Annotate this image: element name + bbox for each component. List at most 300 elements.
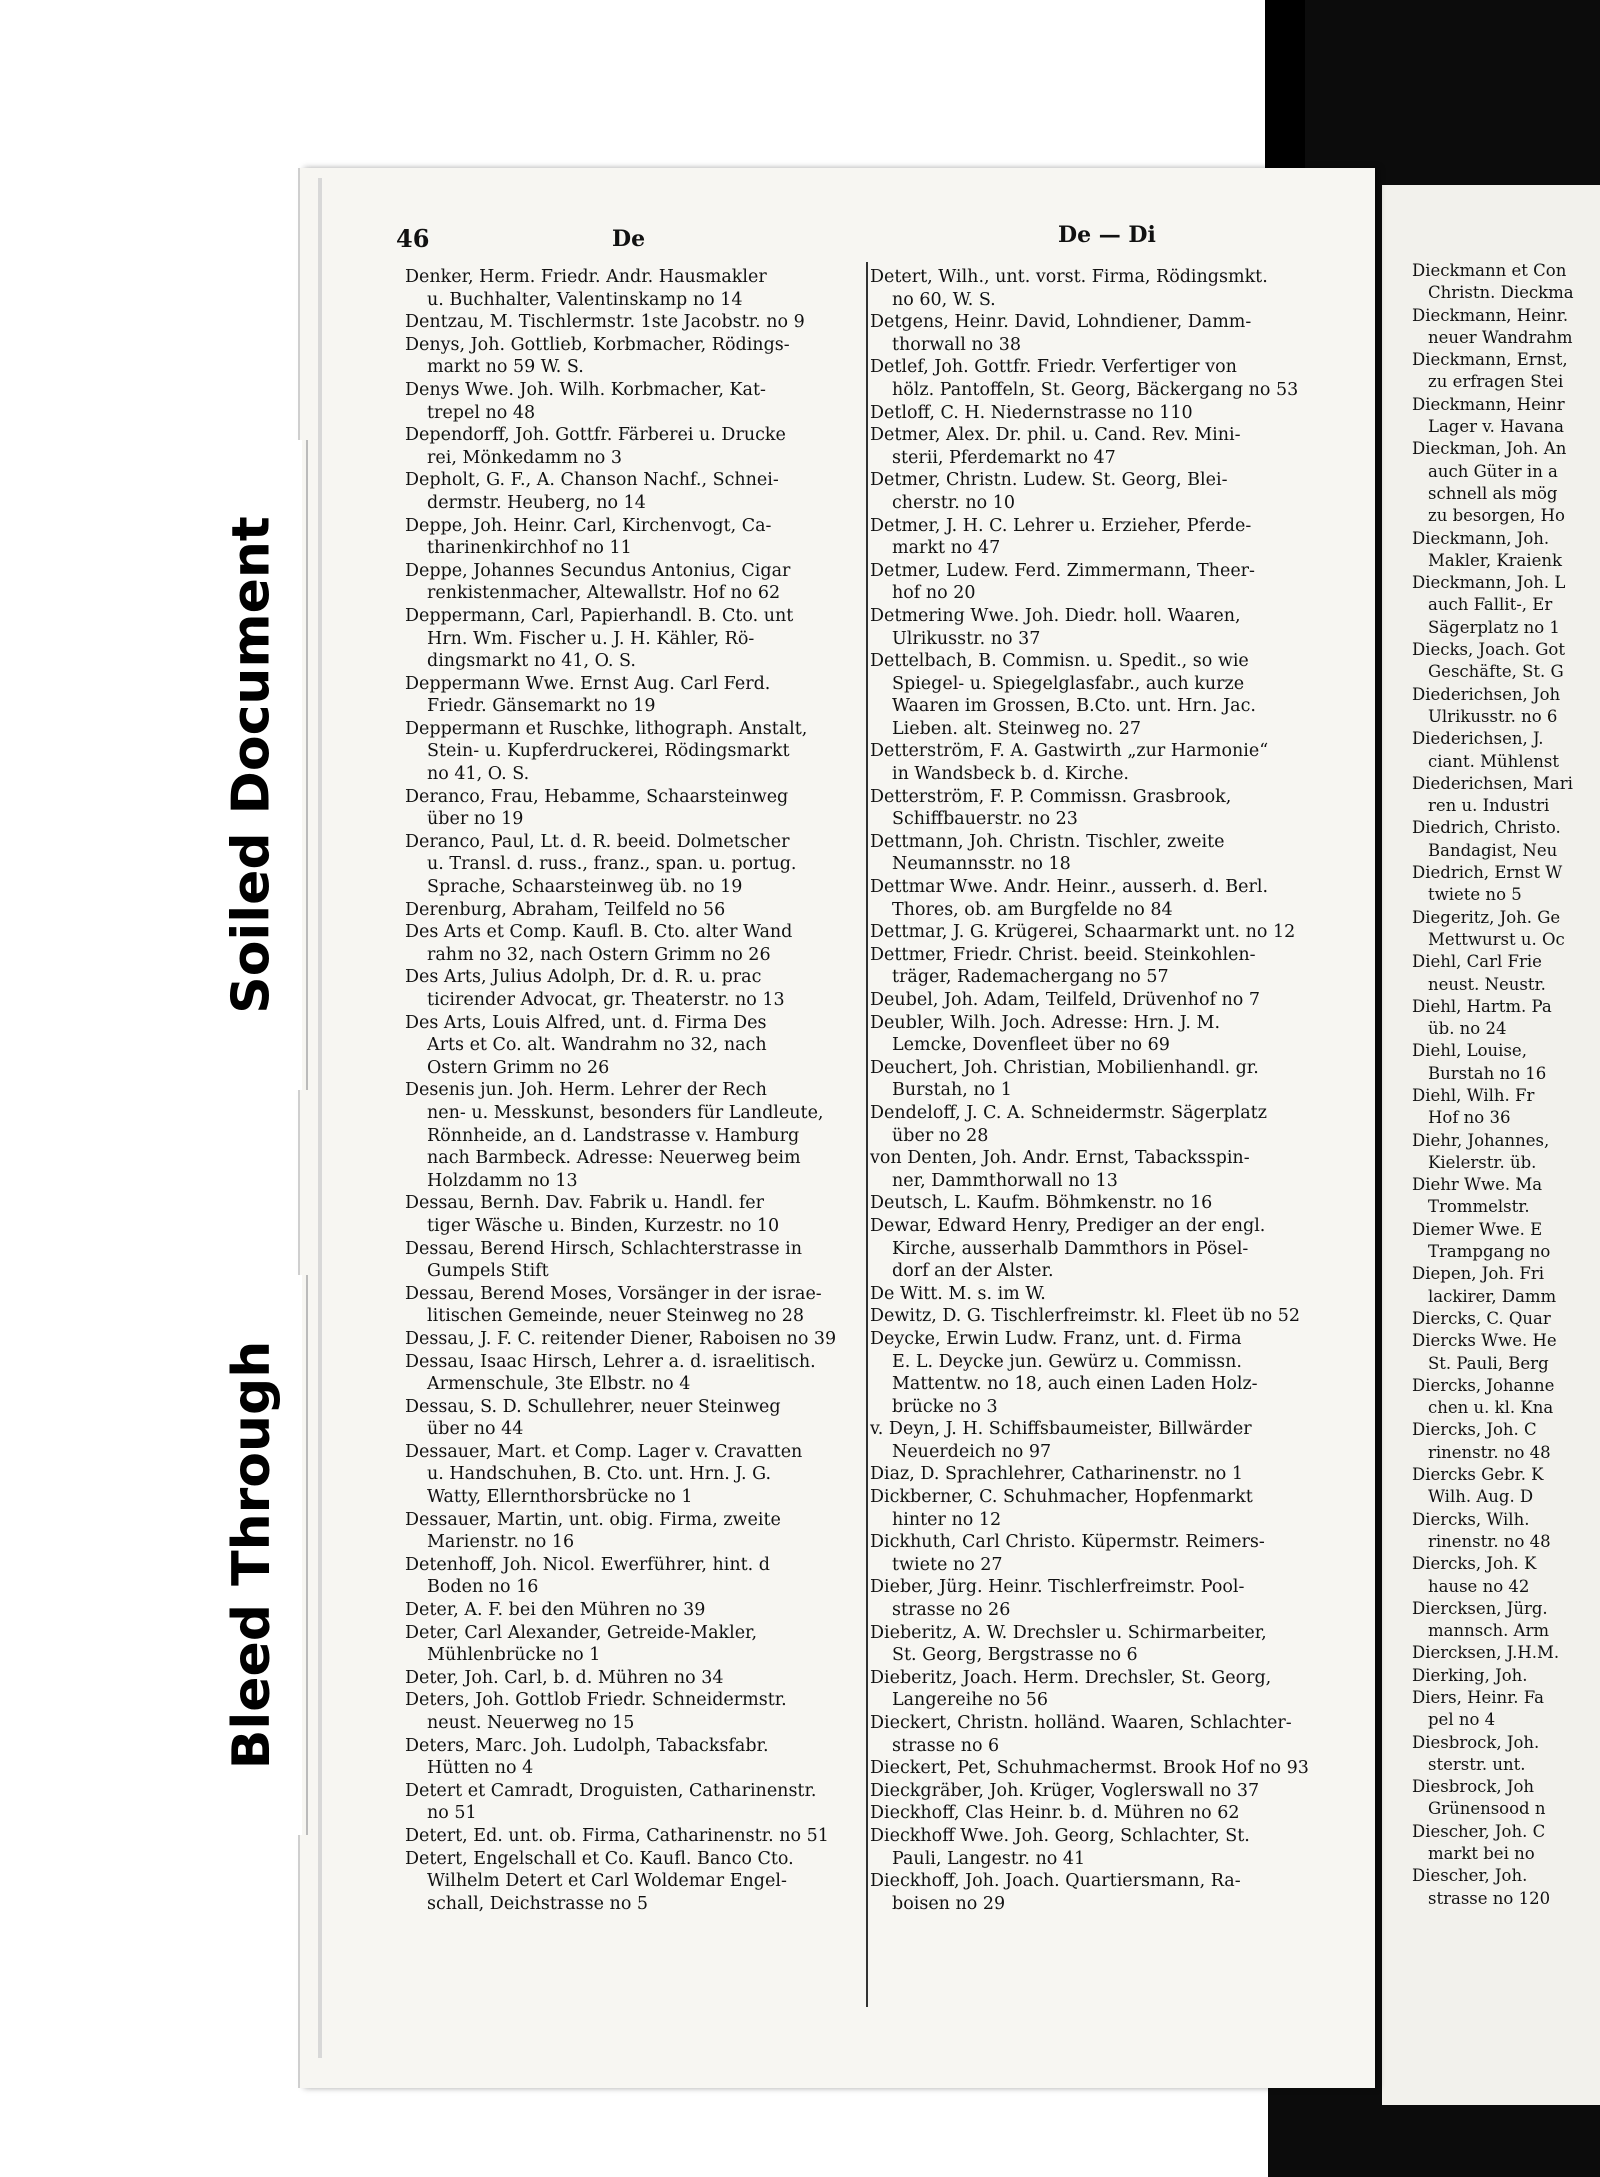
directory-entry <box>405 718 865 786</box>
entry-name-line: Deycke, Erwin Ludw. Franz, unt. d. Firma <box>870 1328 1242 1349</box>
facing-page-line: ciant. Mühlenst <box>1428 751 1560 771</box>
directory-entry <box>870 1870 1350 1915</box>
facing-page-line: Diercks, Joh. C <box>1412 1420 1537 1440</box>
entry-continuation-line: ner, Dammthorwall no 13 <box>892 1170 1118 1191</box>
facing-page-line: lackirer, Damm <box>1428 1286 1557 1306</box>
entry-continuation-line: Hütten no 4 <box>427 1758 534 1779</box>
facing-page-line: rinenstr. no 48 <box>1428 1442 1551 1462</box>
facing-page-line: Diehl, Wilh. Fr <box>1412 1085 1535 1105</box>
entry-continuation-line: Rönnheide, an d. Landstrasse v. Hamburg <box>427 1125 800 1146</box>
directory-entry <box>870 1802 1350 1825</box>
entry-name-line: Detloff, C. H. Niedernstrasse no 110 <box>870 402 1193 423</box>
entry-continuation-line: ticirender Advocat, gr. Theaterstr. no 13 <box>427 990 785 1010</box>
entry-continuation-line: Holzdamm no 13 <box>427 1170 578 1191</box>
entry-name-line: Dieber, Jürg. Heinr. Tischlerfreimstr. Pool- <box>870 1577 1245 1598</box>
entry-continuation-line: rahm no 32, nach Ostern Grimm no 26 <box>427 944 771 965</box>
entry-name-line: Dessauer, Mart. et Comp. Lager v. Cravatten <box>405 1441 803 1462</box>
entry-continuation-line: strasse no 26 <box>892 1600 1011 1621</box>
directory-entry <box>405 966 865 1011</box>
facing-page-line: Mettwurst u. Oc <box>1428 929 1565 949</box>
entry-name-line: Deubler, Wilh. Joch. Adresse: Hrn. J. M. <box>870 1012 1221 1033</box>
facing-page-line: Kielerstr. üb. <box>1428 1152 1537 1172</box>
facing-page-line: Diers, Heinr. Fa <box>1412 1688 1544 1707</box>
directory-entry <box>870 989 1350 1012</box>
entry-name-line: Dessau, Bernh. Dav. Fabrik u. Handl. fer <box>405 1193 765 1214</box>
directory-entry <box>870 786 1350 831</box>
facing-page-line: auch Fallit-, Er <box>1428 595 1553 615</box>
running-header-right: De — Di <box>1058 222 1156 248</box>
facing-page-line: Diesbrock, Joh <box>1412 1777 1535 1797</box>
entry-name-line: Detgens, Heinr. David, Lohndiener, Damm- <box>870 312 1252 333</box>
entry-continuation-line: Burstah, no 1 <box>892 1080 1012 1101</box>
entry-continuation-line: u. Buchhalter, Valentinskamp no 14 <box>427 289 743 310</box>
directory-entry <box>870 1825 1350 1870</box>
entry-continuation-line: Neuerdeich no 97 <box>892 1441 1052 1462</box>
entry-name-line: Dettmar, J. G. Krügerei, Schaarmarkt unt. no 12 <box>870 922 1296 943</box>
directory-column-right <box>870 266 1350 1915</box>
entry-continuation-line: nach Barmbeck. Adresse: Neuerweg beim <box>427 1148 801 1169</box>
entry-continuation-line: u. Handschuhen, B. Cto. unt. Hrn. J. G. <box>427 1464 772 1485</box>
scanner-top-shadow <box>1265 0 1305 170</box>
entry-continuation-line: Gumpels Stift <box>427 1261 549 1282</box>
directory-entry <box>870 1305 1350 1328</box>
directory-entry <box>405 1012 865 1080</box>
entry-continuation-line: Watty, Ellernthorsbrücke no 1 <box>427 1487 693 1508</box>
directory-entry <box>405 1848 865 1916</box>
entry-name-line: Detert, Ed. unt. ob. Firma, Catharinenstr. no 51 <box>405 1825 829 1846</box>
entry-continuation-line: litischen Gemeinde, neuer Steinweg no 28 <box>427 1306 805 1327</box>
entry-name-line: Detenhoff, Joh. Nicol. Ewerführer, hint. d <box>405 1554 770 1575</box>
facing-page-line: ren u. Industri <box>1428 796 1550 816</box>
entry-name-line: Dieckhoff, Joh. Joach. Quartiersmann, Ra- <box>870 1871 1241 1892</box>
facing-page-line: Diercksen, Jürg. <box>1412 1598 1548 1618</box>
entry-name-line: Deters, Marc. Joh. Ludolph, Tabacksfabr. <box>405 1735 769 1756</box>
entry-continuation-line: hinter no 12 <box>892 1509 1002 1530</box>
facing-page-line: auch Güter in a <box>1428 461 1558 481</box>
facing-page-line: Diercks Wwe. He <box>1412 1331 1557 1351</box>
facing-page-line: neuer Wandrahm <box>1428 327 1573 347</box>
entry-continuation-line: renkistenmacher, Altewallstr. Hof no 62 <box>427 583 781 604</box>
entry-continuation-line: markt no 59 W. S. <box>427 357 584 378</box>
directory-entry <box>870 1463 1350 1486</box>
entry-name-line: Deter, Joh. Carl, b. d. Mühren no 34 <box>405 1667 724 1688</box>
facing-page-line: rinenstr. no 48 <box>1428 1531 1551 1551</box>
entry-continuation-line: rei, Mönkedamm no 3 <box>427 447 623 468</box>
entry-continuation-line: Wilhelm Detert et Carl Woldemar Engel- <box>427 1871 787 1892</box>
facing-page-line: Diepen, Joh. Fri <box>1412 1264 1544 1284</box>
entry-name-line: von Denten, Joh. Andr. Ernst, Tabacksspin- <box>870 1148 1250 1169</box>
directory-entry <box>405 1599 865 1622</box>
directory-entry <box>870 266 1350 311</box>
directory-entry <box>870 402 1350 425</box>
entry-continuation-line: Waaren im Grossen, B.Cto. unt. Hrn. Jac. <box>892 696 1256 717</box>
directory-entry <box>405 831 865 899</box>
directory-entry <box>870 1667 1350 1712</box>
facing-page-line: Diercks, Johanne <box>1412 1375 1555 1395</box>
directory-entry <box>870 469 1350 514</box>
facing-page-line: Lager v. Havana <box>1428 417 1564 437</box>
entry-continuation-line: no 60, W. S. <box>892 289 996 310</box>
entry-continuation-line: brücke no 3 <box>892 1396 998 1417</box>
facing-page-line: zu besorgen, Ho <box>1428 506 1565 526</box>
entry-continuation-line: E. L. Deycke jun. Gewürz u. Commissn. <box>892 1351 1242 1372</box>
entry-continuation-line: trepel no 48 <box>427 402 536 423</box>
directory-entry <box>405 1238 865 1283</box>
facing-page-line: üb. no 24 <box>1428 1019 1507 1039</box>
facing-page-line: Dieckmann, Ernst, <box>1412 350 1568 370</box>
entry-name-line: Deubel, Joh. Adam, Teilfeld, Drüvenhof no 7 <box>870 990 1261 1010</box>
facing-page-line: Dieckmann, Joh. L <box>1412 573 1566 593</box>
entry-name-line: Dieckgräber, Joh. Krüger, Voglerswall no 37 <box>870 1780 1260 1801</box>
facing-page-line: strasse no 120 <box>1428 1888 1551 1908</box>
directory-entry <box>870 1192 1350 1215</box>
directory-entry <box>870 1780 1350 1803</box>
entry-name-line: Dendeloff, J. C. A. Schneidermstr. Sägerplatz <box>870 1102 1267 1123</box>
entry-continuation-line: nen- u. Messkunst, besonders für Landleute, <box>427 1102 824 1123</box>
facing-page-line: Geschäfte, St. G <box>1428 662 1564 682</box>
entry-continuation-line: sterii, Pferdemarkt no 47 <box>892 447 1116 468</box>
entry-continuation-line: Ostern Grimm no 26 <box>427 1057 610 1078</box>
entry-name-line: Des Arts, Louis Alfred, unt. d. Firma Des <box>405 1012 767 1033</box>
entry-continuation-line: Boden no 16 <box>427 1577 539 1598</box>
directory-entry <box>870 1057 1350 1102</box>
column-divider <box>866 262 868 2007</box>
directory-entry <box>870 605 1350 650</box>
entry-name-line: Dettmar Wwe. Andr. Heinr., ausserh. d. Berl. <box>870 877 1269 898</box>
facing-page-line: Diederichsen, Mari <box>1412 773 1573 793</box>
directory-entry <box>405 379 865 424</box>
entry-continuation-line: Mühlenbrücke no 1 <box>427 1645 601 1666</box>
directory-entry <box>870 650 1350 740</box>
entry-continuation-line: Sprache, Schaarsteinweg üb. no 19 <box>427 877 743 898</box>
facing-page-line: Wilh. Aug. D <box>1428 1487 1534 1507</box>
entry-name-line: Deppermann Wwe. Ernst Aug. Carl Ferd. <box>405 673 771 694</box>
entry-continuation-line: Arts et Co. alt. Wandrahm no 32, nach <box>427 1035 767 1056</box>
directory-entry <box>405 1283 865 1328</box>
facing-page-line: Dieckmann, Heinr. <box>1412 305 1569 325</box>
directory-entry <box>870 1418 1350 1463</box>
facing-page-line: Diedrich, Ernst W <box>1412 863 1563 883</box>
entry-name-line: Deter, Carl Alexander, Getreide-Makler, <box>405 1622 758 1643</box>
facing-page-line: St. Pauli, Berg <box>1428 1353 1549 1373</box>
facing-page-line: markt bei no <box>1428 1844 1535 1864</box>
entry-name-line: Dentzau, M. Tischlermstr. 1ste Jacobstr. no 9 <box>405 312 805 333</box>
facing-page-line: Dierking, Joh. <box>1412 1665 1528 1685</box>
facing-page-line: Diehl, Carl Frie <box>1412 952 1542 972</box>
directory-entry <box>405 334 865 379</box>
facing-page-line: Dieckman, Joh. An <box>1412 439 1567 459</box>
directory-entry <box>405 1825 865 1848</box>
facing-page-line: Diercks Gebr. K <box>1412 1465 1544 1485</box>
entry-name-line: Denker, Herm. Friedr. Andr. Hausmakler <box>405 267 767 287</box>
facing-page-line: hause no 42 <box>1428 1576 1530 1596</box>
directory-entry <box>405 469 865 514</box>
page-number: 46 <box>396 224 430 253</box>
entry-continuation-line: Marienstr. no 16 <box>427 1532 575 1553</box>
entry-continuation-line: no 41, O. S. <box>427 764 530 785</box>
entry-continuation-line: Pauli, Langestr. no 41 <box>892 1848 1086 1869</box>
entry-name-line: Dettmann, Joh. Christn. Tischler, zweite <box>870 831 1225 852</box>
facing-page-column <box>1412 260 1600 1910</box>
entry-name-line: Detert, Wilh., unt. vorst. Firma, Rödingsmkt. <box>870 267 1268 287</box>
entry-name-line: Dependorff, Joh. Gottfr. Färberei u. Drucke <box>405 425 786 446</box>
entry-name-line: Deranco, Frau, Hebamme, Schaarsteinweg <box>405 786 789 807</box>
directory-entry <box>405 1554 865 1599</box>
facing-page-line: sterstr. unt. <box>1428 1754 1526 1774</box>
facing-page-line: Diehr, Johannes, <box>1412 1130 1550 1150</box>
facing-page-line: Bandagist, Neu <box>1428 840 1558 860</box>
directory-entry <box>870 921 1350 944</box>
facing-page-line: Trommelstr. <box>1428 1197 1530 1217</box>
directory-entry <box>870 1622 1350 1667</box>
entry-name-line: Deppe, Joh. Heinr. Carl, Kirchenvogt, Ca- <box>405 515 772 536</box>
entry-name-line: Detert, Engelschall et Co. Kaufl. Banco Cto. <box>405 1848 794 1869</box>
running-header-left: De <box>612 226 646 252</box>
directory-entry <box>405 786 865 831</box>
directory-entry <box>870 1757 1350 1780</box>
entry-name-line: Dieckert, Christn. holländ. Waaren, Schlachter- <box>870 1713 1292 1733</box>
directory-entry <box>405 1667 865 1690</box>
entry-continuation-line: Hrn. Wm. Fischer u. J. H. Kähler, Rö- <box>427 628 755 649</box>
facing-page-line: Diescher, Joh. C <box>1412 1821 1546 1841</box>
directory-entry <box>405 424 865 469</box>
entry-name-line: Dewitz, D. G. Tischlerfreimstr. kl. Fleet üb no 52 <box>870 1306 1301 1327</box>
entry-name-line: v. Deyn, J. H. Schiffsbaumeister, Billwärder <box>870 1419 1252 1440</box>
entry-continuation-line: schall, Deichstrasse no 5 <box>427 1893 649 1914</box>
entry-continuation-line: Neumannsstr. no 18 <box>892 854 1071 875</box>
entry-continuation-line: dermstr. Heuberg, no 14 <box>427 492 646 513</box>
directory-entry <box>870 831 1350 876</box>
facing-page-line: Diederichsen, Joh <box>1412 684 1561 704</box>
facing-page-line: Diemer Wwe. E <box>1412 1219 1543 1239</box>
entry-continuation-line: Spiegel- u. Spiegelglasfabr., auch kurze <box>892 673 1245 694</box>
directory-entry <box>405 1735 865 1780</box>
directory-entry <box>405 921 865 966</box>
directory-entry <box>405 1396 865 1441</box>
entry-continuation-line: St. Georg, Bergstrasse no 6 <box>892 1645 1138 1666</box>
entry-continuation-line: Armenschule, 3te Elbstr. no 4 <box>427 1374 691 1395</box>
entry-name-line: Des Arts et Comp. Kaufl. B. Cto. alter Wand <box>405 922 793 943</box>
directory-entry <box>870 876 1350 921</box>
entry-continuation-line: Ulrikusstr. no 37 <box>892 628 1041 649</box>
directory-column-left <box>405 266 865 1915</box>
entry-name-line: Depholt, G. F., A. Chanson Nachf., Schnei- <box>405 470 779 491</box>
facing-page-line: Diegeritz, Joh. Ge <box>1412 907 1561 927</box>
entry-continuation-line: Thores, ob. am Burgfelde no 84 <box>892 899 1173 920</box>
entry-name-line: Detterström, F. A. Gastwirth „zur Harmonie“ <box>870 741 1269 762</box>
entry-name-line: Desenis jun. Joh. Herm. Lehrer der Rech <box>405 1080 767 1101</box>
entry-name-line: Dickberner, C. Schuhmacher, Hopfenmarkt <box>870 1487 1253 1508</box>
directory-entry <box>870 311 1350 356</box>
entry-name-line: Dieckhoff Wwe. Joh. Georg, Schlachter, St. <box>870 1825 1250 1846</box>
entry-name-line: Diaz, D. Sprachlehrer, Catharinenstr. no 1 <box>870 1464 1244 1485</box>
facing-page-line: pel no 4 <box>1428 1710 1496 1730</box>
entry-continuation-line: Schiffbauerstr. no 23 <box>892 809 1078 830</box>
facing-page-line: Hof no 36 <box>1428 1108 1511 1128</box>
directory-entry <box>870 1283 1350 1306</box>
entry-name-line: Dieckert, Pet, Schuhmachermst. Brook Hof no 93 <box>870 1758 1309 1779</box>
directory-entry <box>870 1012 1350 1057</box>
entry-name-line: Dewar, Edward Henry, Prediger an der engl. <box>870 1215 1266 1236</box>
entry-name-line: Deppermann, Carl, Papierhandl. B. Cto. unt <box>405 605 794 626</box>
directory-entry <box>405 1689 865 1734</box>
entry-continuation-line: Stein- u. Kupferdruckerei, Rödingsmarkt <box>427 741 790 762</box>
entry-continuation-line: markt no 47 <box>892 538 1001 559</box>
entry-continuation-line: thorwall no 38 <box>892 334 1022 355</box>
facing-page-line: Dieckmann, Joh. <box>1412 528 1550 548</box>
directory-entry <box>870 1328 1350 1418</box>
facing-page-line: mannsch. Arm <box>1428 1621 1550 1641</box>
bleed-through-text: Bleed Through <box>222 1340 283 1770</box>
facing-page-line: schnell als mög <box>1428 483 1558 503</box>
directory-entry <box>405 515 865 560</box>
entry-continuation-line: träger, Rademachergang no 57 <box>892 967 1169 988</box>
entry-name-line: Dessau, J. F. C. reitender Diener, Raboisen no 39 <box>405 1328 837 1349</box>
directory-entry <box>870 1531 1350 1576</box>
facing-page <box>1382 185 1600 2105</box>
facing-page-line: Trampgang no <box>1428 1242 1551 1262</box>
facing-page-line: zu erfragen Stei <box>1428 372 1564 392</box>
entry-name-line: Dessau, Isaac Hirsch, Lehrer a. d. israelitisch. <box>405 1351 816 1372</box>
entry-continuation-line: no 51 <box>427 1803 477 1824</box>
bleed-through-label <box>202 1275 302 1835</box>
entry-continuation-line: hof no 20 <box>892 583 976 604</box>
directory-entry <box>870 424 1350 469</box>
entry-continuation-line: über no 19 <box>427 809 524 830</box>
soiled-document-text: Soiled Document <box>222 516 283 1014</box>
directory-entry <box>405 673 865 718</box>
directory-entry <box>870 515 1350 560</box>
facing-page-line: Diercks, C. Quar <box>1412 1308 1551 1328</box>
directory-entry <box>405 1192 865 1237</box>
entry-continuation-line: boisen no 29 <box>892 1893 1006 1914</box>
directory-entry <box>870 560 1350 605</box>
facing-page-line: neust. Neustr. <box>1428 974 1546 994</box>
entry-name-line: Detlef, Joh. Gottfr. Friedr. Verfertiger von <box>870 357 1237 378</box>
facing-page-line: Diercksen, J.H.M. <box>1412 1643 1560 1663</box>
entry-continuation-line: neust. Neuerweg no 15 <box>427 1713 635 1733</box>
entry-name-line: Dessau, Berend Moses, Vorsänger in der israe- <box>405 1283 822 1304</box>
facing-page-line: Diecks, Joach. Got <box>1412 640 1565 660</box>
facing-page-line: Diehr Wwe. Ma <box>1412 1175 1543 1195</box>
facing-page-line: Sägerplatz no 1 <box>1428 617 1560 637</box>
entry-name-line: Detmer, J. H. C. Lehrer u. Erzieher, Pferde- <box>870 515 1252 536</box>
entry-name-line: Dieckhoff, Clas Heinr. b. d. Mühren no 62 <box>870 1803 1240 1824</box>
entry-continuation-line: Lemcke, Dovenfleet über no 69 <box>892 1035 1170 1056</box>
directory-entry <box>405 605 865 673</box>
entry-name-line: Dettelbach, B. Commisn. u. Spedit., so wie <box>870 651 1249 672</box>
entry-name-line: Detmering Wwe. Joh. Diedr. holl. Waaren, <box>870 605 1241 626</box>
directory-entry <box>405 1509 865 1554</box>
facing-page-line: Ulrikusstr. no 6 <box>1428 706 1558 726</box>
facing-page-line: Diehl, Louise, <box>1412 1041 1527 1061</box>
entry-name-line: Detmer, Ludew. Ferd. Zimmermann, Theer- <box>870 560 1255 581</box>
entry-name-line: Detterström, F. P. Commissn. Grasbrook, <box>870 786 1232 807</box>
entry-name-line: Deranco, Paul, Lt. d. R. beeid. Dolmetscher <box>405 831 790 852</box>
directory-entry <box>405 1622 865 1667</box>
entry-continuation-line: in Wandsbeck b. d. Kirche. <box>892 764 1129 785</box>
entry-continuation-line: dorf an der Alster. <box>892 1261 1054 1282</box>
directory-entry <box>870 1147 1350 1192</box>
entry-name-line: De Witt. M. s. im W. <box>870 1283 1046 1304</box>
entry-name-line: Dieberitz, Joach. Herm. Drechsler, St. Georg, <box>870 1667 1272 1688</box>
entry-name-line: Deuchert, Joh. Christian, Mobilienhandl. gr. <box>870 1057 1259 1078</box>
facing-page-line: Makler, Kraienk <box>1428 550 1563 570</box>
entry-name-line: Detert et Camradt, Droguisten, Catharinenstr. <box>405 1780 817 1801</box>
entry-continuation-line: über no 44 <box>427 1419 524 1440</box>
directory-entry <box>405 1328 865 1351</box>
directory-entry <box>405 1441 865 1509</box>
directory-entry <box>405 1780 865 1825</box>
entry-continuation-line: dingsmarkt no 41, O. S. <box>427 651 636 672</box>
entry-name-line: Dessauer, Martin, unt. obig. Firma, zweite <box>405 1509 781 1530</box>
label-divider <box>306 440 308 1090</box>
directory-entry <box>405 1079 865 1192</box>
entry-name-line: Des Arts, Julius Adolph, Dr. d. R. u. prac <box>405 967 762 988</box>
directory-entry <box>870 740 1350 785</box>
entry-continuation-line: über no 28 <box>892 1125 989 1146</box>
directory-entry <box>870 1215 1350 1283</box>
facing-page-line: twiete no 5 <box>1428 885 1522 905</box>
entry-continuation-line: hölz. Pantoffeln, St. Georg, Bäckergang no 53 <box>892 379 1299 400</box>
entry-continuation-line: Kirche, ausserhalb Dammthors in Pösel- <box>892 1238 1249 1259</box>
entry-name-line: Dessau, S. D. Schullehrer, neuer Steinweg <box>405 1396 781 1417</box>
entry-continuation-line: strasse no 6 <box>892 1735 1000 1756</box>
directory-entry <box>870 356 1350 401</box>
facing-page-line: Dieckmann, Heinr <box>1412 394 1565 414</box>
facing-page-line: Diercks, Wilh. <box>1412 1509 1530 1529</box>
directory-entry <box>870 1576 1350 1621</box>
entry-continuation-line: Friedr. Gänsemarkt no 19 <box>427 696 656 717</box>
entry-name-line: Detmer, Alex. Dr. phil. u. Cand. Rev. Mini- <box>870 425 1241 446</box>
facing-page-line: Diederichsen, J. <box>1412 729 1544 749</box>
directory-entry <box>870 944 1350 989</box>
facing-page-line: Christn. Dieckma <box>1428 283 1574 303</box>
entry-continuation-line: Langereihe no 56 <box>892 1690 1049 1711</box>
entry-name-line: Detmer, Christn. Ludew. St. Georg, Blei- <box>870 470 1228 491</box>
directory-entry <box>405 899 865 922</box>
entry-continuation-line: Mattentw. no 18, auch einen Laden Holz- <box>892 1374 1258 1395</box>
directory-entry <box>405 560 865 605</box>
directory-entry <box>870 1486 1350 1531</box>
directory-entry <box>405 311 865 334</box>
label-divider <box>306 1275 308 1835</box>
entry-name-line: Deters, Joh. Gottlob Friedr. Schneidermstr. <box>405 1690 787 1711</box>
page-edge <box>318 178 322 2058</box>
entry-name-line: Dickhuth, Carl Christo. Küpermstr. Reimers- <box>870 1532 1265 1553</box>
entry-name-line: Deter, A. F. bei den Mühren no 39 <box>405 1600 706 1621</box>
facing-page-line: Burstah no 16 <box>1428 1063 1547 1083</box>
facing-page-line: Dieckmann et Con <box>1412 261 1567 280</box>
facing-page-line: Diercks, Joh. K <box>1412 1554 1537 1574</box>
entry-name-line: Denys, Joh. Gottlieb, Korbmacher, Rödings- <box>405 334 790 355</box>
entry-continuation-line: Lieben. alt. Steinweg no. 27 <box>892 718 1141 739</box>
directory-entry <box>405 1351 865 1396</box>
entry-name-line: Deppermann et Ruschke, lithograph. Anstalt, <box>405 718 808 739</box>
facing-page-line: Diescher, Joh. <box>1412 1866 1528 1886</box>
entry-continuation-line: twiete no 27 <box>892 1554 1003 1575</box>
facing-page-line: Diedrich, Christo. <box>1412 818 1561 838</box>
entry-continuation-line: u. Transl. d. russ., franz., span. u. portug. <box>427 854 797 875</box>
entry-continuation-line: tiger Wäsche u. Binden, Kurzestr. no 10 <box>427 1215 780 1236</box>
entry-name-line: Derenburg, Abraham, Teilfeld no 56 <box>405 899 726 920</box>
directory-entry <box>870 1102 1350 1147</box>
entry-continuation-line: cherstr. no 10 <box>892 492 1016 513</box>
directory-entry <box>405 266 865 311</box>
facing-page-line: chen u. kl. Kna <box>1428 1398 1554 1418</box>
entry-name-line: Deppe, Johannes Secundus Antonius, Cigar <box>405 560 791 581</box>
entry-name-line: Dieberitz, A. W. Drechsler u. Schirmarbeiter, <box>870 1622 1267 1643</box>
